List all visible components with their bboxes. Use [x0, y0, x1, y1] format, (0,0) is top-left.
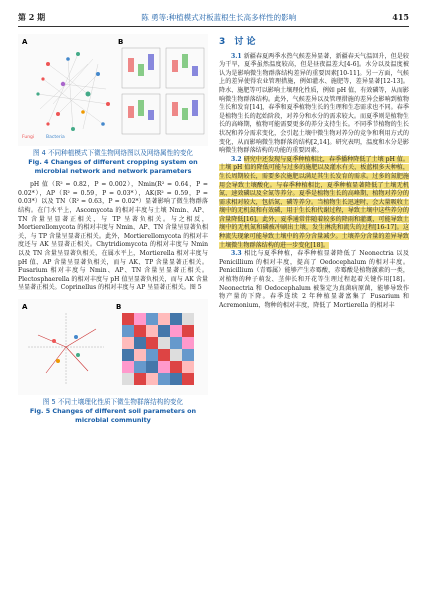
left-column — [18, 34, 208, 424]
fig5-panel-b-label: B — [116, 302, 122, 311]
correlation-heatmap — [122, 313, 194, 385]
legend-fungi: Fungi — [22, 135, 35, 140]
left-body-paragraph: pH 值（R² = 0.82，P = 0.002），Nmin(R² = 0.64，P = 0.02*），AP（R² = 0.59，P = 0.03*），AK(R² = 0.59，P = 0.03*）以及 TN（R² = 0.63，P = 0.02*）显著影响了微生物群落结构。在门水平上，Ascomycota 的相对丰度与土壤 Nmin、AP、TN 含量呈显著正相关，与 TP 呈著负相关。与之相反，Mortierellomycota 的相对丰度与 Nmin、AP、TN 含量呈显著负相关，与 TP 含量呈显著正相关。此外，Mortierellomycota 的相对丰度还与 AK 呈显著正相关。Chytridiomycota 的相对丰度与 Nmin 以及 TN 含量呈显著负相关，在属水平上，Mortierella 相对丰度与 pH 值、AP 含量呈显著负相关，而与 AK、TP 含量显著正相关。Fusarium 相对丰度与 Nmin、AP、TN 含量呈显著正相关。Plectosphaerella 的相对丰度与 pH 值呈显著负相关，而与 AK 含量呈显著正相关。Coprinellus 的相对丰度与 AP 呈显著正相关。图 5 — [18, 181, 208, 292]
discussion-paragraph-3 — [219, 250, 409, 310]
figure-5 — [18, 299, 208, 395]
legend-bacteria: Bacteria — [46, 135, 65, 140]
figure-4-caption-cn: 图 4 不同种植模式下微生物网络图以及网络属性的变化 — [32, 149, 194, 157]
section-title: 讨 论 — [234, 37, 256, 47]
subsection-number-1: 3.1 — [231, 52, 242, 60]
figure-4-caption-en: Fig. 4 Changes of different cropping system on microbial network and network parameters — [28, 158, 198, 175]
discussion-paragraph-1 — [219, 53, 409, 156]
discussion-paragraph-2 — [219, 156, 409, 251]
paragraph-text-3: 相比与夏季种植，春季种植显著降低了 Neonectria 以及 Penicillium 的相对丰度，提高了 Oedocephalum 的相对丰度。Penicillium（青霉属）能够产生赤霉酸，赤霉酸是植物激素的一类，对植物的种子萌发、茎伸长和开花等生理过程起着关键作用[18]。Neonectria 和 Oedocephalum 被鉴定为真菌病原菌，能够导致作物产量的下降。春季连续 2 年种植显著富集了 Fusarium 和 Acremonium，物种的相对丰度，降低了 Mortierella 的相对丰 — [219, 250, 410, 309]
issue-label: 第 2 期 — [18, 11, 46, 22]
network-parameter-boxplots — [122, 48, 204, 134]
subsection-number-3: 3.3 — [231, 250, 242, 258]
rda-plot — [28, 313, 104, 385]
running-title: 陈 勇等:种植模式对板蓝根生长高多样性的影响 — [141, 12, 297, 22]
figure-4-graphic — [18, 34, 208, 146]
fig5-panel-a-label: A — [22, 302, 28, 311]
section-number: 3 — [219, 37, 226, 47]
figure-4 — [18, 34, 208, 146]
figure-5-graphic — [18, 299, 208, 395]
header-rule — [18, 26, 409, 27]
figure-5-caption-en: Fig. 5 Changes of different soil parameters on microbial community — [29, 406, 197, 424]
fig4-panel-b-label: B — [118, 38, 124, 46]
subsection-number-2: 3.2 — [231, 155, 242, 163]
page-number: 415 — [392, 12, 409, 22]
figure-5-caption-cn: 图 5 不同土壤理化性质下微生物群落结构的变化 — [42, 397, 184, 406]
paragraph-text-2: 研究中还发现与夏季种植相比，春季播种降低了土壤 pH 值。土壤 pH 值的降低可能与过多的施肥以及灌水有关，板蓝根多天种植，生长周期较长，需要多次施肥以满足其生长发育的需求。过多的氮肥施用会导致土壤酸化。与春季种植相比，夏季种植显著降低了土壤无机氮、速效磷以及全氮等养分。夏季是植物生长的高峰期，植物对养分的需求相对较大，包括氮、磷等养分。当植物生长迅速时，会大量吸收土壤中的无机氮和有效磷，用于生长和代谢过程，导致土壤中这些养分的含量降低[16]。此外，夏季通常伴随着较多的降雨和灌溉，可能导致土壤中的无机氮和磷被冲刷出土壤，发生淋洗和流失的过程[16-17]。这种流失现象可能导致土壤中的养分含量减少。土壤养分含量的差异导致土壤微生物群落结构的进一步变化[18]。 — [219, 155, 410, 249]
paragraph-text-1: 新疆春夏两季水热气候差异显著，新疆春天气温回升，但是较为干旱，夏季虽然温度较高，但是昼夜温差大[4-6]。水分以及温度被认为是影响微生物群落结构差异的重要因素[10-11]。另一方面，气候上的差异使得农业管理措施，例如灌水、施肥等，差异显著[12-13]。降水、施肥等可以影响土壤理化性质，例如 pH 值，有效磷等，从而影响微生物群落结构。此外，气候差异以及管理措施的差异会影响到植物生长和发育[14]，春季和夏季植物生长的生理和生态需求也不同。春季是植物生长的起始阶段，对养分和水分的需求较大。而夏季则是植物生长的高峰期，植物可能需要更多的养分支持生长。不同季节植物的生长状况和养分需求变化，会引起土壤中微生物对养分的竞争和利用方式的变化，从而影响微生物群落的结构[2,14]。研究表明，温度和水分是影响微生物群落结构的功能的重要因素。 — [219, 52, 410, 155]
network-nodes — [36, 52, 110, 131]
page-header — [18, 10, 409, 24]
section-heading — [219, 38, 409, 47]
right-column — [219, 34, 409, 310]
fig4-panel-a-label: A — [22, 38, 28, 46]
